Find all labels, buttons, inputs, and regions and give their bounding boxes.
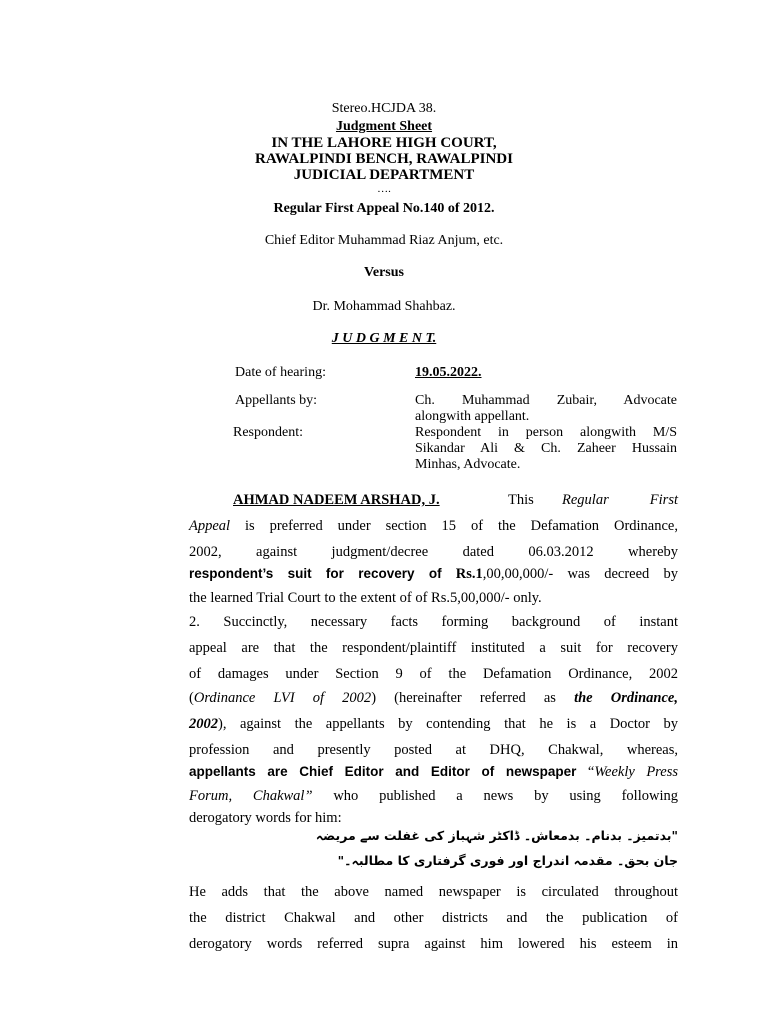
respondent-label: Respondent:	[233, 425, 303, 440]
p1-line2	[189, 513, 678, 539]
appellants-by-label: Appellants by:	[235, 393, 318, 408]
respondent-name: Dr. Mohammad Shahbaz.	[312, 299, 456, 314]
p2-line6: profession and presently posted at DHQ, Chakwal, whereas,	[189, 742, 678, 758]
p3-line3: derogatory words referred supra against him lowered his esteem in	[189, 936, 678, 952]
p1-appeal-word: Appeal	[189, 518, 231, 534]
judgment-title-text: J U D G M E N T.	[331, 331, 437, 346]
p3-line2: the district Chakwal and other districts and the publication of	[189, 910, 678, 926]
case-number: Regular First Appeal No.140 of 2012.	[273, 201, 495, 216]
p2-line1: 2. Succinctly, necessary facts forming background of instant	[189, 614, 678, 630]
p1-this: This	[508, 492, 534, 508]
p2-the-ordinance: the Ordinance,	[574, 690, 678, 706]
p2-line2: appeal are that the respondent/plaintiff instituted a suit for recovery	[189, 640, 678, 656]
judgment-sheet-heading	[0, 119, 768, 135]
versus-label: Versus	[364, 265, 404, 280]
court-name: IN THE LAHORE HIGH COURT,	[271, 135, 497, 151]
p1-line2-text: is preferred under section 15 of the Defamation Ordinance,	[230, 518, 678, 534]
p1-line4	[189, 561, 678, 587]
separator-dots: ….	[377, 183, 391, 195]
p2-line3: of damages under Section 9 of the Defamation Ordinance, 2002	[189, 666, 678, 682]
p2-line5	[189, 711, 678, 737]
p2-line4	[189, 685, 678, 711]
appellant-name: Chief Editor Muhammad Riaz Anjum, etc.	[264, 233, 504, 248]
p2-forum-chakwal: Forum, Chakwal”	[189, 788, 313, 804]
p1-amount-bold: Rs.1	[441, 566, 483, 582]
department-name: JUDICIAL DEPARTMENT	[293, 167, 475, 183]
p2-appellants-phrase: appellants are Chief Editor and Editor of newspaper	[189, 764, 577, 779]
p1-line3: 2002, against judgment/decree dated 06.03.2012 whereby	[189, 544, 678, 560]
respondent-counsel-line1: Respondent in person alongwith M/S	[415, 425, 677, 440]
p2-year: 2002	[189, 716, 218, 732]
date-of-hearing-value: 19.05.2022.	[415, 365, 482, 380]
p1-regular-first: Regular First	[562, 492, 678, 508]
p2-line8-text: who published a news by using following	[312, 788, 678, 804]
p2-line9: derogatory words for him:	[189, 810, 342, 826]
p2-line5-text: ), against the appellants by contending that he is a Doctor by	[218, 716, 678, 732]
p1-line4-text: ,00,00,000/- was decreed by	[482, 566, 678, 582]
urdu-quote-line1: "بدتمیز۔ بدنام۔ بدمعاش۔ ڈاکٹر شہباز کی غفلت سے مریضہ	[315, 828, 678, 843]
judgment-sheet-label: Judgment Sheet	[335, 119, 433, 134]
p2-hereinafter: ) (hereinafter referred as	[371, 690, 575, 706]
respondent-counsel-line2: Sikandar Ali & Ch. Zaheer Hussain	[415, 441, 677, 456]
respondent-counsel-line3: Minhas, Advocate.	[415, 457, 521, 472]
p1-suit-phrase: respondent’s suit for recovery of	[189, 566, 442, 581]
judgment-title	[0, 331, 768, 347]
judge-name	[233, 487, 440, 513]
bench-name: RAWALPINDI BENCH, RAWALPINDI	[255, 151, 513, 167]
appellants-counsel-line1: Ch. Muhammad Zubair, Advocate	[415, 393, 677, 408]
p2-ordinance-ref: Ordinance LVI of 2002	[193, 690, 372, 706]
judge-name-text: AHMAD NADEEM ARSHAD, J.	[233, 492, 440, 508]
p2-open-paren: (	[189, 690, 194, 706]
stereo-reference: Stereo.HCJDA 38.	[331, 101, 437, 116]
p2-line7	[189, 759, 678, 785]
urdu-quote-line2: جان بحق۔ مقدمہ اندراج اور فوری گرفتاری کا مطالبہ۔"	[337, 853, 678, 868]
date-of-hearing-label: Date of hearing:	[235, 365, 326, 380]
p3-line1: He adds that the above named newspaper is circulated throughout	[189, 884, 678, 900]
p2-weekly-press: Weekly Press	[594, 764, 679, 780]
p1-line5: the learned Trial Court to the extent of of Rs.5,00,000/- only.	[189, 590, 542, 606]
appellants-counsel-line2: alongwith appellant.	[415, 409, 530, 424]
p2-open-quote: “	[576, 764, 595, 780]
